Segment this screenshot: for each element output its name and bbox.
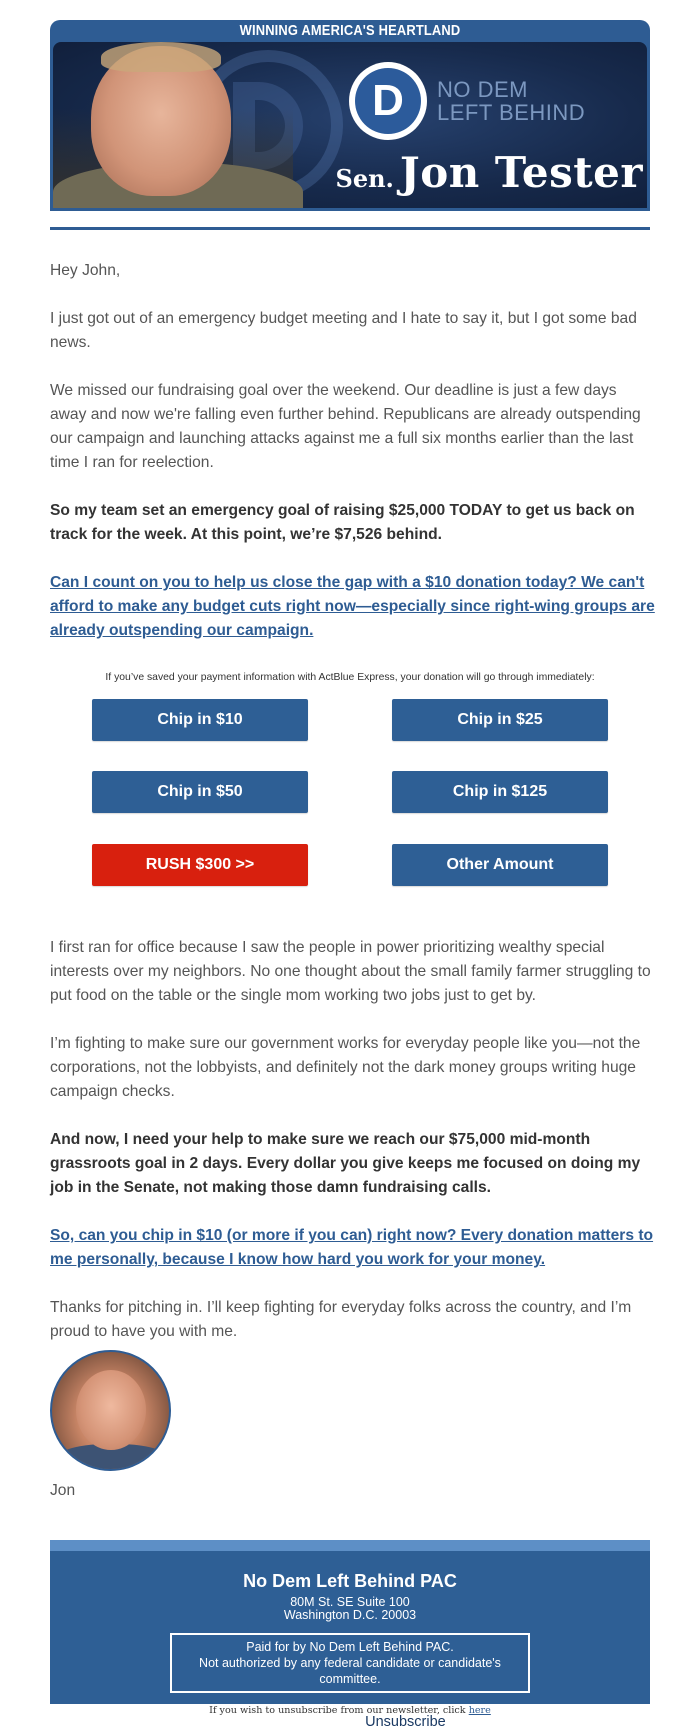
fineprint-text: If you wish to unsubscribe from our newsletter, click: [209, 1705, 466, 1716]
senator-prefix: Sen.: [335, 164, 394, 193]
chip-10-button[interactable]: Chip in $10: [92, 699, 308, 741]
paid-for-line: Paid for by No Dem Left Behind PAC.: [246, 1640, 454, 1654]
pac-logo-line1: NO DEM: [437, 77, 528, 102]
footer-address-2: Washington D.C. 20003: [283, 1608, 417, 1622]
view-in-browser-link[interactable]: View in browser: [254, 1714, 357, 1730]
fineprint-here-link[interactable]: here: [468, 1705, 491, 1716]
pac-logo-line2: LEFT BEHIND: [437, 100, 586, 125]
chip-50-button[interactable]: Chip in $50: [92, 771, 308, 813]
footer-address-1: 80M St. SE Suite 100: [290, 1595, 410, 1609]
chip-25-button[interactable]: Chip in $25: [392, 699, 608, 741]
rush-300-button[interactable]: RUSH $300 >>: [92, 844, 308, 886]
banner-tagline: WINNING AMERICA'S HEARTLAND: [239, 22, 461, 39]
greeting: Hey John,: [50, 262, 121, 279]
paragraph-goal: So my team set an emergency goal of raising $25,000 TODAY to get us back on track for the week. At this point, we’re $7,526 behind.: [50, 502, 635, 543]
signature-name: Jon: [50, 1482, 76, 1499]
senator-photo: [53, 42, 293, 208]
footer-link-separator: |: [358, 1714, 363, 1730]
banner-artwork: [53, 42, 647, 208]
donate-link-1[interactable]: Can I count on you to help us close the gap with a $10 donation today? We can't afford to make any budget cuts right now—especially since right-wing groups are already outspending our campaign.: [50, 574, 655, 639]
not-authorized-line: Not authorized by any federal candidate or candidate's committee.: [199, 1656, 501, 1686]
pac-logo-text: [437, 78, 637, 124]
actblue-express-note: If you’ve saved your payment information with ActBlue Express, your donation will go through immediately:: [105, 672, 595, 683]
senator-full-name: Jon Tester: [399, 148, 643, 197]
avatar-face: [76, 1370, 146, 1450]
unsubscribe-link[interactable]: Unsubscribe: [365, 1714, 446, 1730]
chip-125-button[interactable]: Chip in $125: [392, 771, 608, 813]
other-amount-button[interactable]: Other Amount: [392, 844, 608, 886]
footer-org-name: No Dem Left Behind PAC: [243, 1571, 457, 1591]
pac-logo-letter: D: [355, 68, 421, 134]
senator-hair: [101, 42, 221, 72]
header-banner: [50, 20, 650, 211]
paragraph-monthly-goal: And now, I need your help to make sure we reach our $75,000 mid-month grassroots goal in 2 days. Every dollar you give keeps me focused on doing my job in the Senate, not making those damn fundraising calls.: [50, 1131, 641, 1196]
signature-avatar: [50, 1350, 171, 1471]
senator-name: [303, 148, 643, 197]
paragraph-closing: Thanks for pitching in. I’ll keep fighting for everyday folks across the country, and I’m proud to have you with me.: [50, 1299, 632, 1340]
paid-for-disclaimer: [170, 1633, 530, 1693]
pac-logo-icon: [349, 62, 427, 140]
paragraph-5: I first ran for office because I saw the people in power prioritizing wealthy special interests over my neighbors. No one thought about the small family farmer struggling to put food on the table or the single mom working two jobs just to get by.: [50, 939, 651, 1004]
paragraph-6: I’m fighting to make sure our government works for everyday people like you—not the corporations, not the lobbyists, and definitely not the dark money groups writing huge campaign checks.: [50, 1035, 641, 1100]
header-divider: [50, 227, 650, 230]
paragraph-2: We missed our fundraising goal over the weekend. Our deadline is just a few days away and now we're falling even further behind. Republicans are already outspending our campaign and launching attacks against me a full six months earlier than the last time I ran for reelection.: [50, 382, 641, 471]
paragraph-1: I just got out of an emergency budget meeting and I hate to say it, but I got some bad news.: [50, 310, 637, 351]
donate-link-2[interactable]: So, can you chip in $10 (or more if you can) right now? Every donation matters to me personally, because I know how hard you work for your money.: [50, 1227, 654, 1268]
unsubscribe-fineprint: [50, 1705, 650, 1716]
